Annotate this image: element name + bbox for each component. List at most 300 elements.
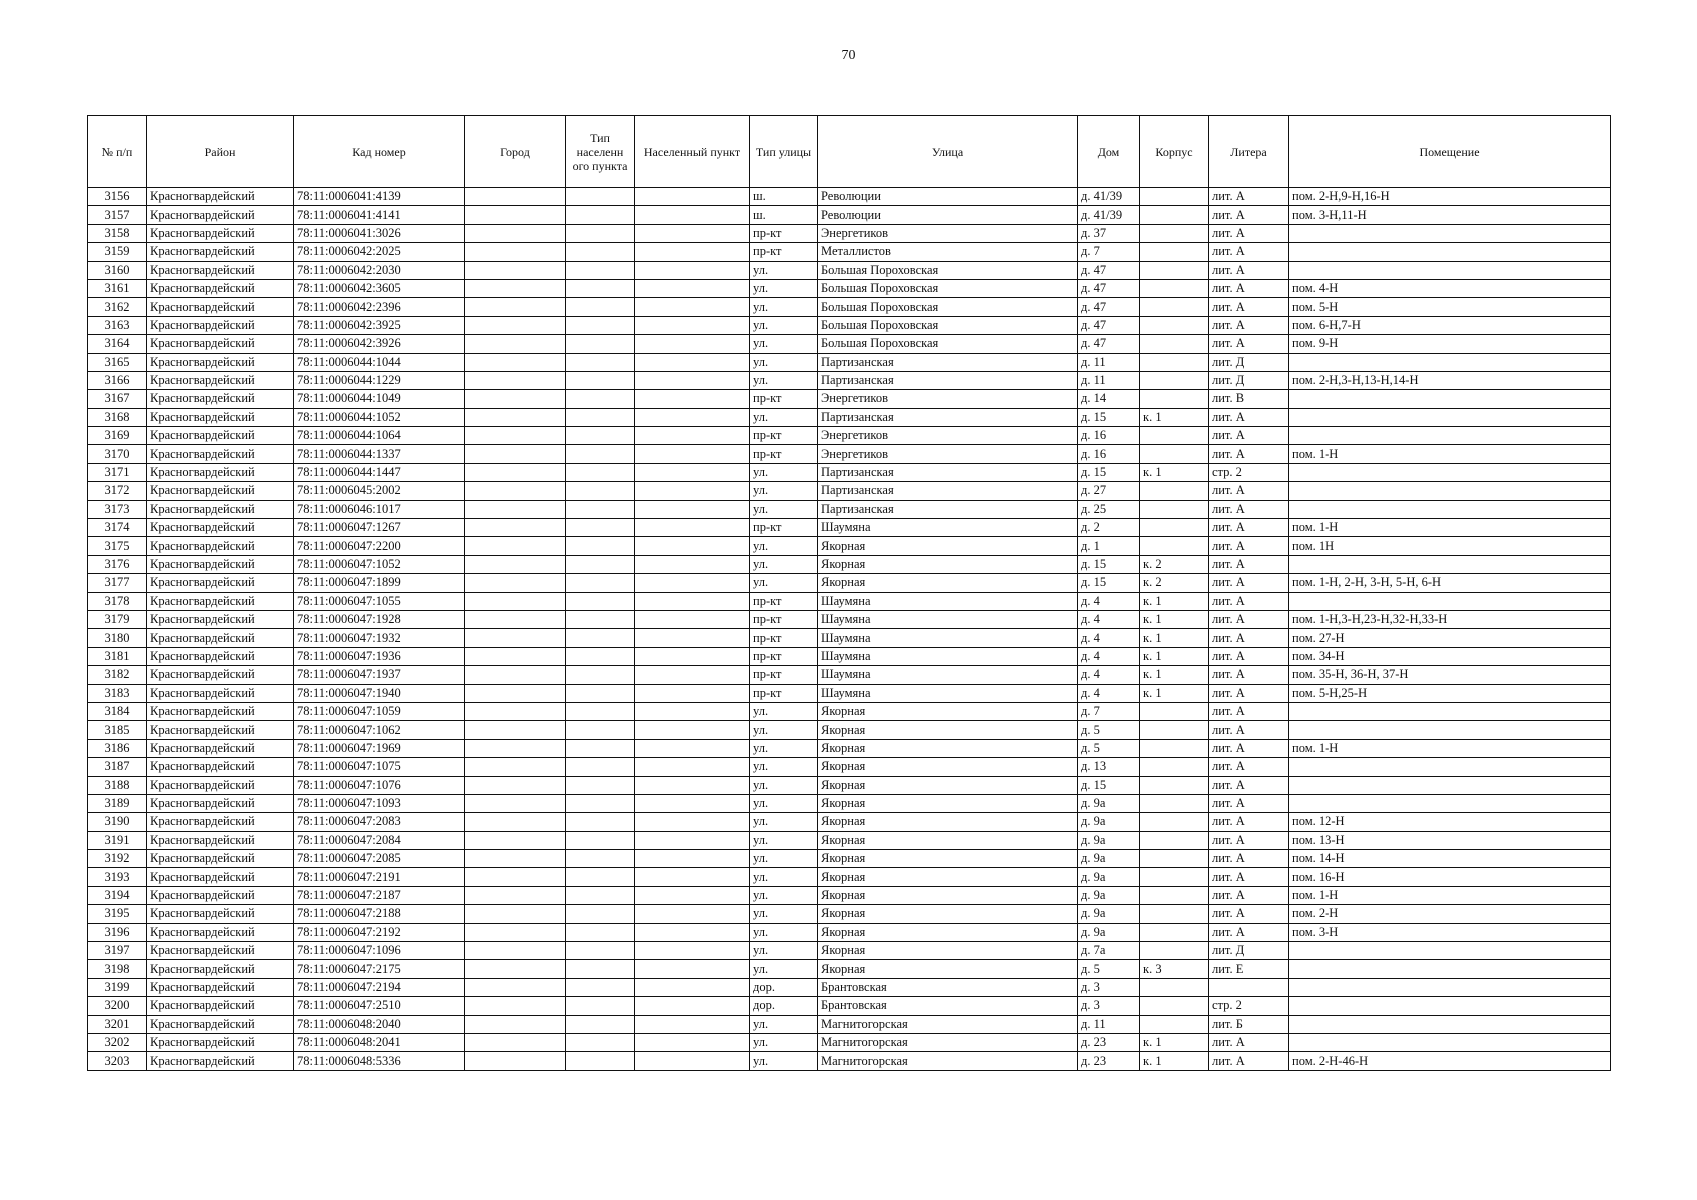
table-row — [88, 555, 1611, 573]
cell-street-type: ул. — [750, 960, 818, 978]
cell-letter: лит. А — [1209, 850, 1289, 868]
cell-premises: пом. 1-Н — [1289, 739, 1611, 757]
cell-num: 3163 — [88, 316, 147, 334]
cell-num: 3199 — [88, 978, 147, 996]
cell-street: Партизанская — [818, 371, 1078, 389]
table-row — [88, 316, 1611, 334]
cell-settlement-type — [566, 923, 635, 941]
cell-street-type: ул. — [750, 279, 818, 297]
cell-premises: пом. 2-Н-46-Н — [1289, 1052, 1611, 1070]
cell-premises: пом. 27-Н — [1289, 629, 1611, 647]
cell-letter: лит. А — [1209, 647, 1289, 665]
cell-building — [1140, 831, 1209, 849]
cell-house: д. 15 — [1078, 408, 1140, 426]
cell-num: 3172 — [88, 482, 147, 500]
cell-city — [465, 224, 566, 242]
cell-settlement — [635, 794, 750, 812]
cell-settlement-type — [566, 353, 635, 371]
cell-cadastral: 78:11:0006048:2041 — [294, 1033, 465, 1051]
header-building: Корпус — [1140, 116, 1209, 188]
table-row — [88, 886, 1611, 904]
cell-premises: пом. 1-Н — [1289, 445, 1611, 463]
cell-house: д. 47 — [1078, 279, 1140, 297]
cell-letter: лит. А — [1209, 886, 1289, 904]
cell-house: д. 5 — [1078, 960, 1140, 978]
cell-street: Якорная — [818, 739, 1078, 757]
cell-num: 3203 — [88, 1052, 147, 1070]
cell-district: Красногвардейский — [147, 243, 294, 261]
cell-street: Якорная — [818, 555, 1078, 573]
cell-settlement — [635, 960, 750, 978]
cell-city — [465, 261, 566, 279]
cell-num: 3197 — [88, 942, 147, 960]
cell-num: 3178 — [88, 592, 147, 610]
header-street: Улица — [818, 116, 1078, 188]
cell-letter: лит. А — [1209, 224, 1289, 242]
cell-num: 3187 — [88, 758, 147, 776]
cell-num: 3202 — [88, 1033, 147, 1051]
cell-letter: лит. А — [1209, 316, 1289, 334]
cell-street: Якорная — [818, 702, 1078, 720]
table-row — [88, 794, 1611, 812]
cell-city — [465, 537, 566, 555]
cell-premises: пом. 34-Н — [1289, 647, 1611, 665]
cell-house: д. 11 — [1078, 371, 1140, 389]
cell-house: д. 9а — [1078, 886, 1140, 904]
cell-settlement-type — [566, 188, 635, 206]
cell-settlement-type — [566, 1052, 635, 1070]
cell-street-type: пр-кт — [750, 243, 818, 261]
cell-settlement-type — [566, 610, 635, 628]
cell-city — [465, 592, 566, 610]
cell-cadastral: 78:11:0006042:2030 — [294, 261, 465, 279]
cell-cadastral: 78:11:0006047:1059 — [294, 702, 465, 720]
cell-city — [465, 666, 566, 684]
cell-cadastral: 78:11:0006047:1055 — [294, 592, 465, 610]
cell-street-type: ул. — [750, 868, 818, 886]
cell-street: Магнитогорская — [818, 1033, 1078, 1051]
cell-letter: лит. А — [1209, 923, 1289, 941]
cell-num: 3183 — [88, 684, 147, 702]
cell-street: Партизанская — [818, 408, 1078, 426]
cell-cadastral: 78:11:0006042:2025 — [294, 243, 465, 261]
cell-settlement-type — [566, 960, 635, 978]
cell-letter: лит. А — [1209, 537, 1289, 555]
cell-settlement — [635, 721, 750, 739]
cell-building — [1140, 923, 1209, 941]
cell-num: 3157 — [88, 206, 147, 224]
table-row — [88, 942, 1611, 960]
cell-house: д. 9а — [1078, 850, 1140, 868]
cell-cadastral: 78:11:0006042:3925 — [294, 316, 465, 334]
table-row — [88, 408, 1611, 426]
header-num: № п/п — [88, 116, 147, 188]
cell-settlement-type — [566, 794, 635, 812]
cell-house: д. 16 — [1078, 427, 1140, 445]
cell-settlement — [635, 537, 750, 555]
cell-street: Металлистов — [818, 243, 1078, 261]
cell-letter — [1209, 978, 1289, 996]
cell-cadastral: 78:11:0006047:2085 — [294, 850, 465, 868]
cell-house: д. 4 — [1078, 647, 1140, 665]
cell-city — [465, 850, 566, 868]
cell-settlement-type — [566, 445, 635, 463]
cell-district: Красногвардейский — [147, 371, 294, 389]
cell-street: Якорная — [818, 942, 1078, 960]
cell-settlement-type — [566, 978, 635, 996]
table-row — [88, 868, 1611, 886]
cell-settlement-type — [566, 647, 635, 665]
cell-premises — [1289, 794, 1611, 812]
cell-cadastral: 78:11:0006048:5336 — [294, 1052, 465, 1070]
cell-settlement-type — [566, 1033, 635, 1051]
table-row — [88, 813, 1611, 831]
cell-settlement-type — [566, 463, 635, 481]
cell-street: Брантовская — [818, 978, 1078, 996]
cell-cadastral: 78:11:0006047:2084 — [294, 831, 465, 849]
cell-building — [1140, 316, 1209, 334]
cell-street-type: пр-кт — [750, 647, 818, 665]
cell-building: к. 1 — [1140, 1033, 1209, 1051]
cell-district: Красногвардейский — [147, 463, 294, 481]
cell-settlement-type — [566, 776, 635, 794]
table-row — [88, 666, 1611, 684]
cell-city — [465, 1033, 566, 1051]
cell-street: Шаумяна — [818, 647, 1078, 665]
cell-num: 3164 — [88, 335, 147, 353]
cell-settlement-type — [566, 555, 635, 573]
cell-cadastral: 78:11:0006047:1075 — [294, 758, 465, 776]
cell-building: к. 1 — [1140, 592, 1209, 610]
cell-street-type: дор. — [750, 978, 818, 996]
cell-city — [465, 500, 566, 518]
cell-city — [465, 923, 566, 941]
cell-letter: стр. 2 — [1209, 463, 1289, 481]
cell-premises — [1289, 978, 1611, 996]
cell-city — [465, 463, 566, 481]
cell-street-type: пр-кт — [750, 519, 818, 537]
cell-premises: пом. 2-Н — [1289, 905, 1611, 923]
cell-building: к. 2 — [1140, 574, 1209, 592]
cell-building — [1140, 702, 1209, 720]
cell-city — [465, 188, 566, 206]
cell-house: д. 4 — [1078, 592, 1140, 610]
cell-building: к. 1 — [1140, 666, 1209, 684]
cell-building: к. 1 — [1140, 647, 1209, 665]
cell-street: Якорная — [818, 758, 1078, 776]
cell-num: 3185 — [88, 721, 147, 739]
cell-premises: пом. 1-Н,3-Н,23-Н,32-Н,33-Н — [1289, 610, 1611, 628]
cell-street-type: ул. — [750, 942, 818, 960]
cell-house: д. 9а — [1078, 905, 1140, 923]
cell-city — [465, 886, 566, 904]
cell-house: д. 4 — [1078, 666, 1140, 684]
cell-settlement — [635, 610, 750, 628]
cell-street-type: ул. — [750, 537, 818, 555]
cell-city — [465, 298, 566, 316]
cell-letter: лит. А — [1209, 592, 1289, 610]
cell-street: Якорная — [818, 537, 1078, 555]
cell-num: 3165 — [88, 353, 147, 371]
cell-street: Якорная — [818, 574, 1078, 592]
cell-letter: лит. А — [1209, 831, 1289, 849]
cell-letter: лит. А — [1209, 555, 1289, 573]
cell-settlement-type — [566, 850, 635, 868]
cell-letter: лит. В — [1209, 390, 1289, 408]
cell-street: Якорная — [818, 905, 1078, 923]
cell-district: Красногвардейский — [147, 188, 294, 206]
cell-building — [1140, 188, 1209, 206]
cell-num: 3200 — [88, 997, 147, 1015]
cell-premises — [1289, 1015, 1611, 1033]
cell-street: Якорная — [818, 850, 1078, 868]
cell-house: д. 5 — [1078, 721, 1140, 739]
cell-settlement — [635, 519, 750, 537]
cell-street: Якорная — [818, 776, 1078, 794]
cell-city — [465, 390, 566, 408]
cell-cadastral: 78:11:0006044:1044 — [294, 353, 465, 371]
cell-house: д. 16 — [1078, 445, 1140, 463]
cell-building — [1140, 813, 1209, 831]
cell-letter: лит. А — [1209, 519, 1289, 537]
cell-street-type: ул. — [750, 794, 818, 812]
cell-district: Красногвардейский — [147, 905, 294, 923]
cell-city — [465, 868, 566, 886]
cell-street: Шаумяна — [818, 519, 1078, 537]
cell-district: Красногвардейский — [147, 224, 294, 242]
cell-premises — [1289, 261, 1611, 279]
cell-letter: лит. Д — [1209, 942, 1289, 960]
cell-cadastral: 78:11:0006047:1940 — [294, 684, 465, 702]
cell-letter: лит. А — [1209, 188, 1289, 206]
cell-district: Красногвардейский — [147, 279, 294, 297]
table-row — [88, 923, 1611, 941]
cell-city — [465, 758, 566, 776]
cell-settlement — [635, 279, 750, 297]
cell-house: д. 2 — [1078, 519, 1140, 537]
cell-street: Шаумяна — [818, 592, 1078, 610]
cell-house: д. 7а — [1078, 942, 1140, 960]
cell-city — [465, 519, 566, 537]
cell-cadastral: 78:11:0006047:1096 — [294, 942, 465, 960]
cell-letter: лит. А — [1209, 427, 1289, 445]
cell-city — [465, 739, 566, 757]
cell-house: д. 15 — [1078, 555, 1140, 573]
cell-house: д. 41/39 — [1078, 188, 1140, 206]
cell-settlement — [635, 629, 750, 647]
cell-building: к. 1 — [1140, 1052, 1209, 1070]
cell-premises: пом. 6-Н,7-Н — [1289, 316, 1611, 334]
cell-city — [465, 960, 566, 978]
cell-building — [1140, 850, 1209, 868]
cell-district: Красногвардейский — [147, 500, 294, 518]
cell-num: 3173 — [88, 500, 147, 518]
cell-building — [1140, 224, 1209, 242]
cell-building — [1140, 794, 1209, 812]
header-street-type: Тип улицы — [750, 116, 818, 188]
cell-settlement-type — [566, 684, 635, 702]
cell-cadastral: 78:11:0006042:3605 — [294, 279, 465, 297]
cell-letter: лит. А — [1209, 1033, 1289, 1051]
cell-settlement — [635, 574, 750, 592]
cell-building: к. 1 — [1140, 408, 1209, 426]
cell-district: Красногвардейский — [147, 702, 294, 720]
table-header-row — [88, 116, 1611, 188]
cell-district: Красногвардейский — [147, 335, 294, 353]
cell-district: Красногвардейский — [147, 886, 294, 904]
cell-settlement-type — [566, 316, 635, 334]
cell-cadastral: 78:11:0006047:1267 — [294, 519, 465, 537]
cell-settlement-type — [566, 206, 635, 224]
cell-premises — [1289, 758, 1611, 776]
cell-cadastral: 78:11:0006041:4141 — [294, 206, 465, 224]
cell-cadastral: 78:11:0006044:1229 — [294, 371, 465, 389]
table-row — [88, 445, 1611, 463]
cell-settlement-type — [566, 813, 635, 831]
cell-city — [465, 978, 566, 996]
header-house: Дом — [1078, 116, 1140, 188]
cell-street-type: ул. — [750, 721, 818, 739]
cell-num: 3179 — [88, 610, 147, 628]
cell-house: д. 5 — [1078, 739, 1140, 757]
cell-settlement — [635, 592, 750, 610]
cell-premises — [1289, 997, 1611, 1015]
cell-num: 3198 — [88, 960, 147, 978]
cell-city — [465, 445, 566, 463]
cell-street-type: ш. — [750, 206, 818, 224]
cell-building — [1140, 427, 1209, 445]
cell-district: Красногвардейский — [147, 794, 294, 812]
cell-street-type: ул. — [750, 574, 818, 592]
table-row — [88, 335, 1611, 353]
cell-settlement — [635, 684, 750, 702]
cell-street-type: ул. — [750, 408, 818, 426]
cell-settlement-type — [566, 574, 635, 592]
cell-letter: лит. Б — [1209, 1015, 1289, 1033]
cell-street: Якорная — [818, 923, 1078, 941]
cell-street-type: ул. — [750, 886, 818, 904]
cell-city — [465, 371, 566, 389]
cell-building — [1140, 1015, 1209, 1033]
cell-premises: пом. 35-Н, 36-Н, 37-Н — [1289, 666, 1611, 684]
cell-street: Большая Пороховская — [818, 335, 1078, 353]
cell-district: Красногвардейский — [147, 408, 294, 426]
cell-num: 3194 — [88, 886, 147, 904]
cell-num: 3171 — [88, 463, 147, 481]
cell-premises: пом. 4-Н — [1289, 279, 1611, 297]
cell-num: 3181 — [88, 647, 147, 665]
cell-settlement — [635, 335, 750, 353]
cell-district: Красногвардейский — [147, 684, 294, 702]
cell-street-type: пр-кт — [750, 592, 818, 610]
cell-num: 3196 — [88, 923, 147, 941]
table-row — [88, 1052, 1611, 1070]
cell-settlement — [635, 206, 750, 224]
cell-settlement-type — [566, 629, 635, 647]
cell-house: д. 37 — [1078, 224, 1140, 242]
cell-cadastral: 78:11:0006044:1447 — [294, 463, 465, 481]
cell-house: д. 9а — [1078, 868, 1140, 886]
cell-street-type: пр-кт — [750, 629, 818, 647]
cell-city — [465, 997, 566, 1015]
cell-building: к. 1 — [1140, 610, 1209, 628]
cell-street: Энергетиков — [818, 390, 1078, 408]
table-row — [88, 482, 1611, 500]
cell-letter: лит. А — [1209, 684, 1289, 702]
cell-letter: лит. А — [1209, 1052, 1289, 1070]
cell-premises — [1289, 702, 1611, 720]
cell-house: д. 13 — [1078, 758, 1140, 776]
cell-settlement-type — [566, 868, 635, 886]
cell-settlement-type — [566, 831, 635, 849]
cell-district: Красногвардейский — [147, 960, 294, 978]
cell-city — [465, 1015, 566, 1033]
cell-settlement-type — [566, 886, 635, 904]
cell-settlement — [635, 1033, 750, 1051]
cell-settlement-type — [566, 261, 635, 279]
cell-house: д. 3 — [1078, 978, 1140, 996]
cell-street-type: пр-кт — [750, 610, 818, 628]
cell-district: Красногвардейский — [147, 647, 294, 665]
cell-building — [1140, 519, 1209, 537]
cell-district: Красногвардейский — [147, 610, 294, 628]
cell-building — [1140, 942, 1209, 960]
header-city: Город — [465, 116, 566, 188]
cell-street-type: ул. — [750, 298, 818, 316]
cell-street: Якорная — [818, 721, 1078, 739]
cell-cadastral: 78:11:0006047:1928 — [294, 610, 465, 628]
table-row — [88, 647, 1611, 665]
cell-cadastral: 78:11:0006041:4139 — [294, 188, 465, 206]
cell-district: Красногвардейский — [147, 978, 294, 996]
cell-settlement — [635, 905, 750, 923]
cell-premises — [1289, 960, 1611, 978]
cell-num: 3176 — [88, 555, 147, 573]
table-row — [88, 592, 1611, 610]
cell-settlement-type — [566, 390, 635, 408]
cell-letter: лит. А — [1209, 279, 1289, 297]
cell-settlement-type — [566, 702, 635, 720]
cell-letter: лит. Е — [1209, 960, 1289, 978]
cell-settlement-type — [566, 942, 635, 960]
cell-street-type: пр-кт — [750, 224, 818, 242]
cell-settlement-type — [566, 537, 635, 555]
cell-letter: лит. А — [1209, 500, 1289, 518]
cell-district: Красногвардейский — [147, 923, 294, 941]
cell-settlement — [635, 500, 750, 518]
cell-premises: пом. 2-Н,3-Н,13-Н,14-Н — [1289, 371, 1611, 389]
cell-city — [465, 427, 566, 445]
header-settlement: Населенный пункт — [635, 116, 750, 188]
cell-premises — [1289, 942, 1611, 960]
cell-city — [465, 316, 566, 334]
cell-premises — [1289, 224, 1611, 242]
cell-settlement — [635, 850, 750, 868]
cell-num: 3169 — [88, 427, 147, 445]
cell-building — [1140, 905, 1209, 923]
cell-city — [465, 831, 566, 849]
cell-letter: лит. Д — [1209, 353, 1289, 371]
cell-settlement — [635, 427, 750, 445]
cell-city — [465, 353, 566, 371]
cell-street-type: ул. — [750, 1033, 818, 1051]
table-row — [88, 574, 1611, 592]
cell-num: 3175 — [88, 537, 147, 555]
cell-cadastral: 78:11:0006044:1049 — [294, 390, 465, 408]
cell-house: д. 11 — [1078, 353, 1140, 371]
cell-street-type: ул. — [750, 923, 818, 941]
cell-street-type: ул. — [750, 500, 818, 518]
